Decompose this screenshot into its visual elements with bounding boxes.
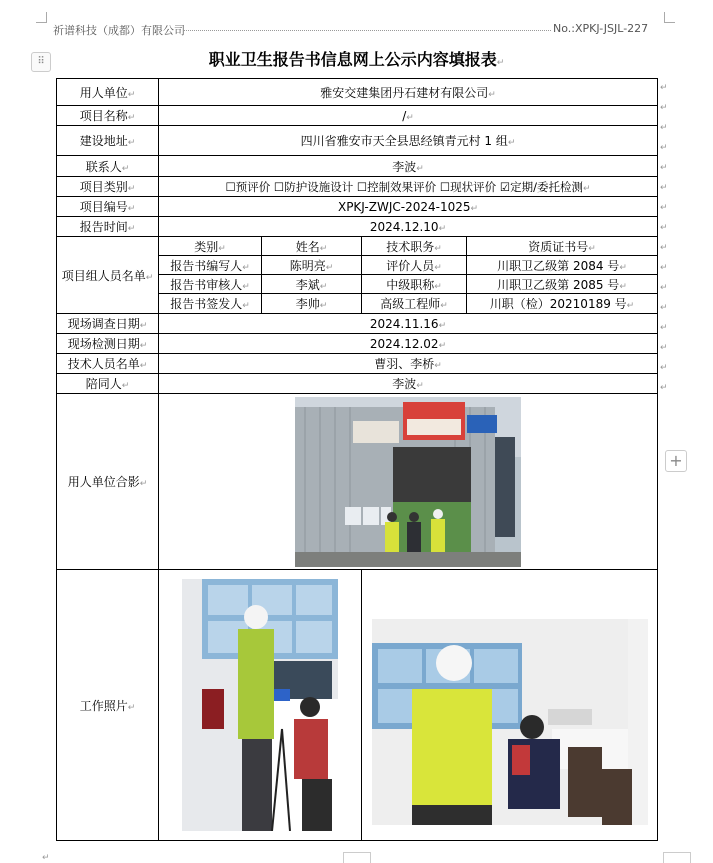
value-escort[interactable]: 李波↵ (159, 374, 658, 394)
team-header-name: 姓名↵ (262, 237, 362, 256)
page-tab-right (663, 852, 691, 863)
team-header-cert: 资质证书号↵ (467, 237, 658, 256)
table-row (57, 570, 658, 841)
work-photo-cell-left (159, 570, 362, 841)
table-row (57, 217, 658, 237)
value-project-number[interactable]: XPKJ-ZWJC-2024-1025↵ (159, 197, 658, 217)
label-project-number: 项目编号↵ (57, 197, 159, 217)
team-cell-type[interactable]: 报告书编写人↵ (159, 256, 262, 275)
label-team-members: 项目组人员名单↵ (57, 237, 159, 314)
table-row (57, 156, 658, 177)
header-company: 祈谱科技（成都）有限公司 (53, 24, 185, 37)
crop-mark-top-right (664, 12, 675, 23)
table-row (57, 334, 658, 354)
team-cell-title[interactable]: 中级职称↵ (362, 275, 467, 294)
paragraph-mark: ↵ (496, 58, 505, 68)
value-employer[interactable]: 雅安交建集团丹石建材有限公司↵ (159, 79, 658, 106)
value-detection-date[interactable]: 2024.12.02↵ (159, 334, 658, 354)
paragraph-mark: ↵ (42, 853, 50, 863)
table-row (57, 106, 658, 126)
value-technicians[interactable]: 曹羽、李桥↵ (159, 354, 658, 374)
page-title: 职业卫生报告书信息网上公示内容填报表↵ (208, 50, 505, 69)
label-contact: 联系人↵ (57, 156, 159, 177)
work-photo-left-image[interactable] (182, 579, 338, 831)
table-row (57, 374, 658, 394)
team-cell-cert[interactable]: 川职卫乙级第 2084 号↵ (467, 256, 658, 275)
value-survey-date[interactable]: 2024.11.16↵ (159, 314, 658, 334)
table-row (57, 197, 658, 217)
table-row (57, 314, 658, 334)
value-project-name[interactable]: /↵ (159, 106, 658, 126)
header-dotted-line (183, 30, 551, 31)
label-report-date: 报告时间↵ (57, 217, 159, 237)
table-row (57, 237, 658, 256)
checkbox-protection-design[interactable]: ☐防护设施设计 (273, 179, 354, 194)
table-move-handle[interactable]: ⠿ (31, 52, 51, 72)
label-project-name: 项目名称↵ (57, 106, 159, 126)
group-photo-cell (159, 394, 658, 570)
label-address: 建设地址↵ (57, 126, 159, 156)
group-photo-image[interactable] (295, 397, 521, 567)
disclosure-form-table (56, 78, 658, 841)
value-project-type[interactable]: ☐预评价 ☐防护设施设计 ☐控制效果评价 ☐现状评价 ☑定期/委托检测↵ (159, 177, 658, 197)
work-photo-cell-right (362, 570, 658, 841)
label-technicians: 技术人员名单↵ (57, 354, 159, 374)
table-row (57, 354, 658, 374)
team-header-type: 类别↵ (159, 237, 262, 256)
team-header-title: 技术职务↵ (362, 237, 467, 256)
team-cell-type[interactable]: 报告书签发人↵ (159, 294, 262, 314)
label-escort: 陪同人↵ (57, 374, 159, 394)
label-survey-date: 现场调查日期↵ (57, 314, 159, 334)
team-cell-cert[interactable]: 川职卫乙级第 2085 号↵ (467, 275, 658, 294)
label-work-photos: 工作照片↵ (57, 570, 159, 841)
add-row-button[interactable]: + (665, 450, 687, 472)
checkbox-control-effect[interactable]: ☐控制效果评价 (356, 179, 437, 194)
team-cell-title[interactable]: 评价人员↵ (362, 256, 467, 275)
row-end-marks: ↵ ↵ ↵ ↵ ↵ ↵ ↵ ↵ ↵ ↵ ↵ ↵ ↵ ↵ ↵ ↵ (660, 83, 668, 393)
team-cell-cert[interactable]: 川职（检）20210189 号↵ (467, 294, 658, 314)
label-project-type: 项目类别↵ (57, 177, 159, 197)
label-employer: 用人单位↵ (57, 79, 159, 106)
table-row (57, 177, 658, 197)
table-row (57, 394, 658, 570)
team-cell-title[interactable]: 高级工程师↵ (362, 294, 467, 314)
team-cell-type[interactable]: 报告书审核人↵ (159, 275, 262, 294)
value-contact[interactable]: 李波↵ (159, 156, 658, 177)
value-address[interactable]: 四川省雅安市天全县思经镇青元村 1 组↵ (159, 126, 658, 156)
checkbox-pre-evaluation[interactable]: ☐预评价 (225, 179, 271, 194)
checkbox-periodic-detection[interactable]: ☑定期/委托检测 (499, 179, 583, 194)
work-photo-right-image[interactable] (372, 619, 648, 825)
crop-mark-top-left (36, 12, 47, 23)
label-detection-date: 现场检测日期↵ (57, 334, 159, 354)
label-group-photo: 用人单位合影↵ (57, 394, 159, 570)
table-row (57, 79, 658, 106)
checkbox-status-evaluation[interactable]: ☐现状评价 (439, 179, 497, 194)
page-tab-center (343, 852, 371, 863)
team-cell-name[interactable]: 陈明亮↵ (262, 256, 362, 275)
team-cell-name[interactable]: 李帅↵ (262, 294, 362, 314)
value-report-date[interactable]: 2024.12.10↵ (159, 217, 658, 237)
header-doc-number: No.:XPKJ-JSJL-227 (553, 22, 649, 35)
team-cell-name[interactable]: 李斌↵ (262, 275, 362, 294)
table-row (57, 126, 658, 156)
